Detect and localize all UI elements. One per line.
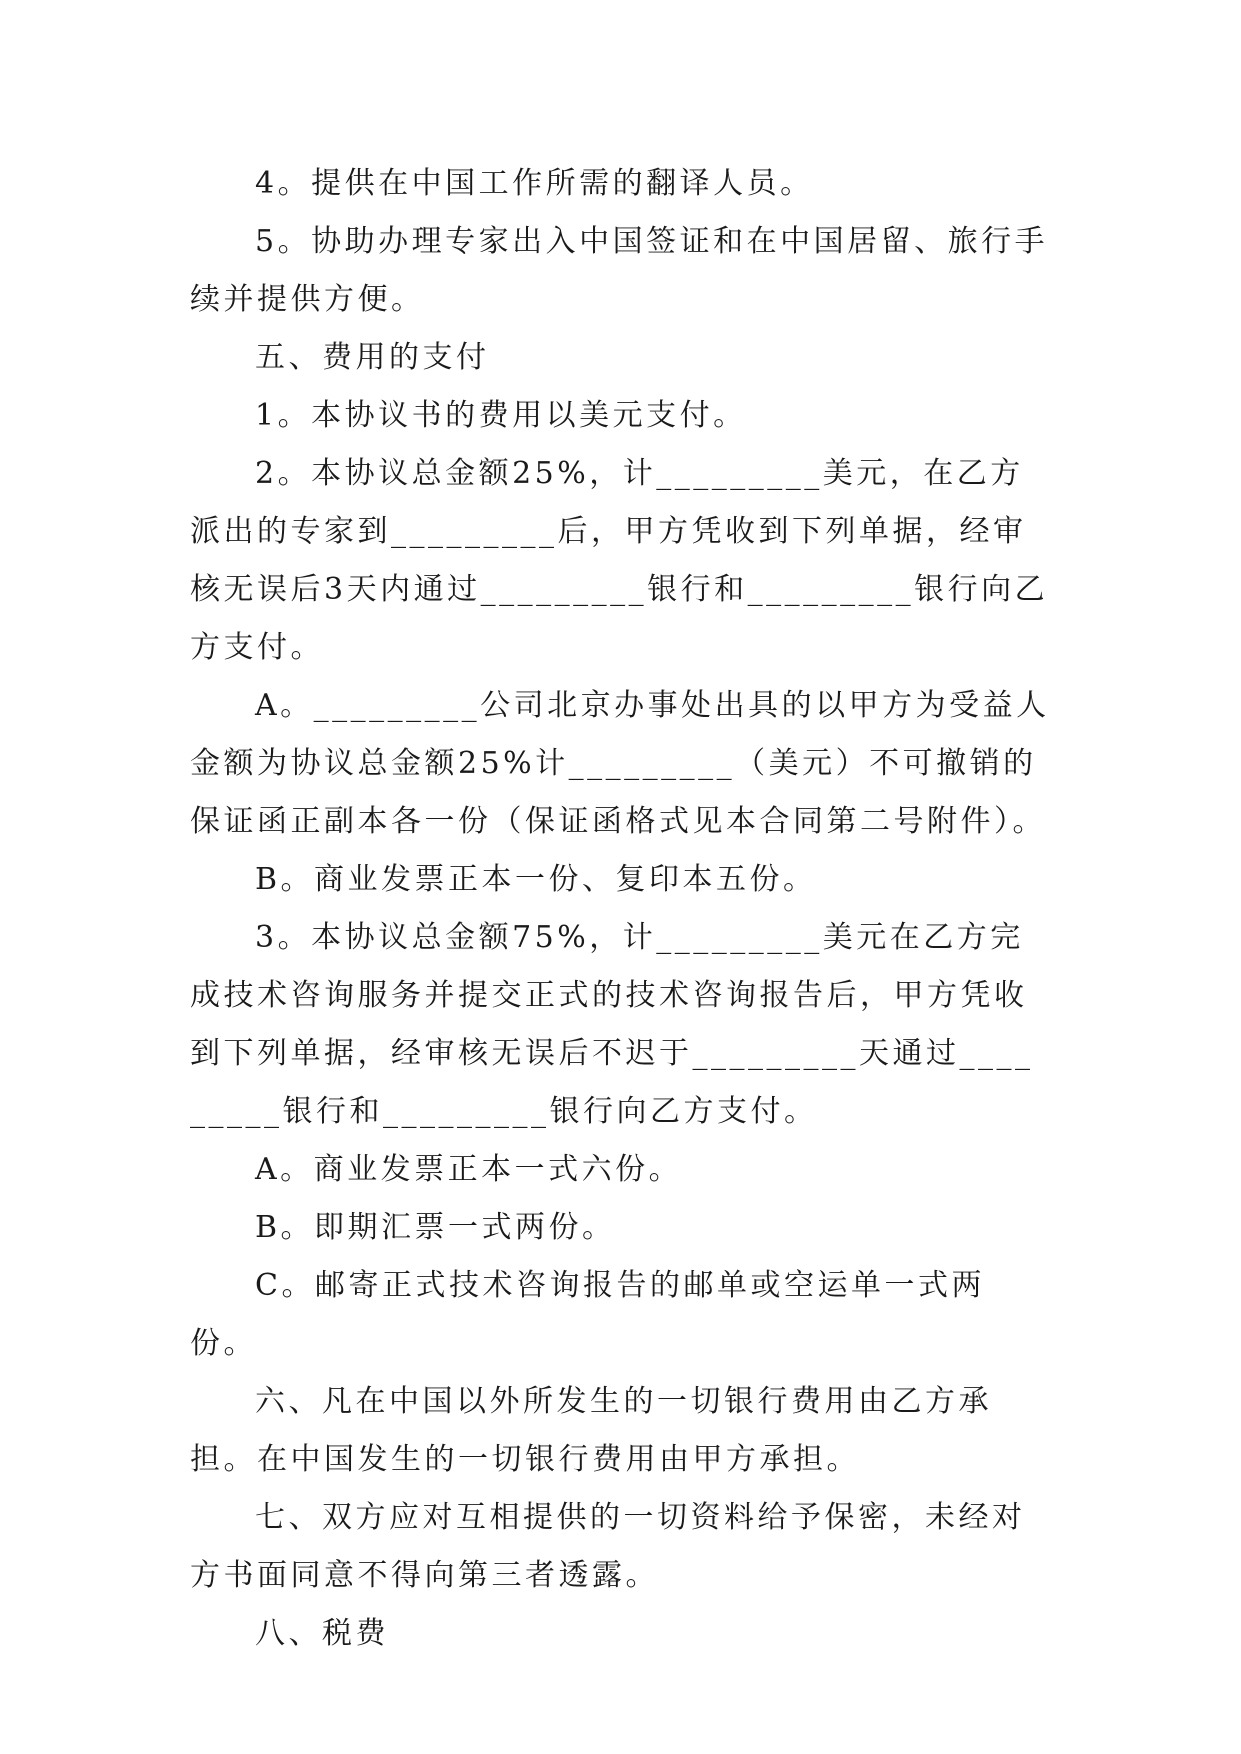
paragraph-item-4: 4。提供在中国工作所需的翻译人员。: [255, 166, 814, 201]
paragraph-payment-2b: B。商业发票正本一份、复印本五份。: [255, 862, 817, 897]
section-bank-fees: 六、凡在中国以外所发生的一切银行费用由乙方承担。在中国发生的一切银行费用由甲方承担。: [190, 1384, 992, 1477]
paragraph-payment-3: 3。本协议总金额75%，计_________美元在乙方完成技术咨询服务并提交正式的技术咨询报告后，甲方凭收到下列单据，经审核无误后不迟于_________天通过_________银行和_________银行向乙方支付。: [190, 920, 1034, 1129]
document-body: [190, 155, 1050, 1663]
paragraph-payment-2a: A。_________公司北京办事处出具的以甲方为受益人金额为协议总金额25%计_________（美元）不可撤销的保证函正副本各一份（保证函格式见本合同第二号附件）。: [190, 688, 1050, 839]
paragraph-item-5: 5。协助办理专家出入中国签证和在中国居留、旅行手续并提供方便。: [190, 224, 1049, 317]
section-heading-taxes: 八、税费: [255, 1616, 389, 1651]
paragraph-payment-1: 1。本协议书的费用以美元支付。: [255, 398, 747, 433]
paragraph-payment-3b: B。即期汇票一式两份。: [255, 1210, 616, 1245]
section-confidentiality: 七、双方应对互相提供的一切资料给予保密，未经对方书面同意不得向第三者透露。: [190, 1500, 1026, 1593]
paragraph-payment-3c: C。邮寄正式技术咨询报告的邮单或空运单一式两份。: [190, 1268, 985, 1361]
paragraph-payment-3a: A。商业发票正本一式六份。: [255, 1152, 683, 1187]
paragraph-payment-2: 2。本协议总金额25%，计_________美元，在乙方派出的专家到_________后，甲方凭收到下列单据，经审核无误后3天内通过_________银行和_________银行向乙方支付。: [190, 456, 1049, 665]
section-heading-payment: 五、费用的支付: [255, 340, 490, 375]
